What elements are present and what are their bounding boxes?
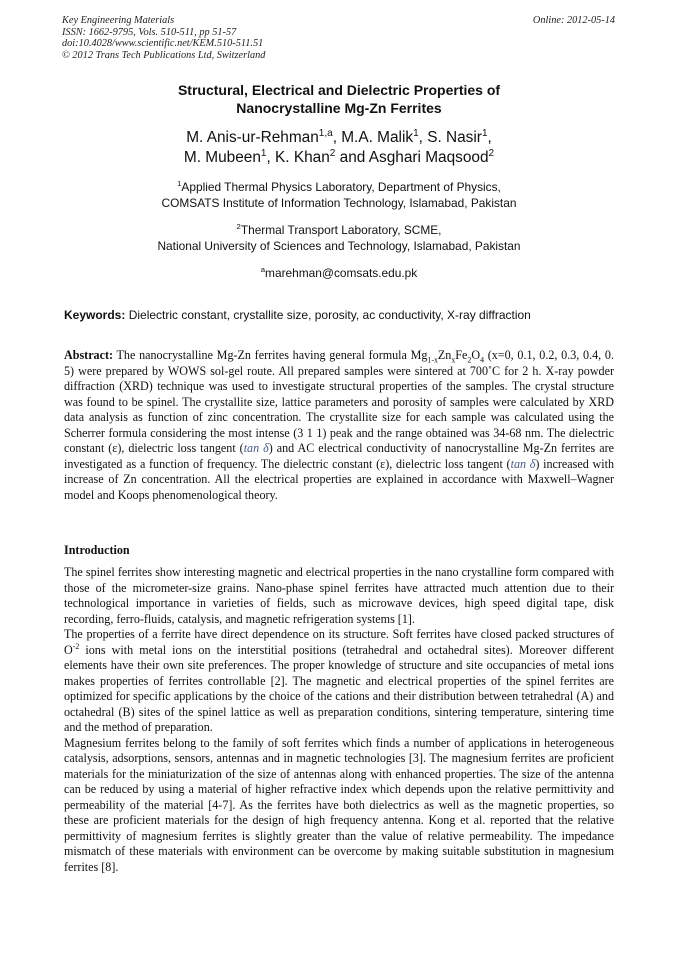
author-name: and Asghari Maqsood <box>335 148 489 166</box>
paragraph-text: The properties of a ferrite have direct dependence on its structure. Soft ferrites have closed packed structures of O <box>64 627 614 657</box>
author-affil-sup: 2 <box>329 147 336 159</box>
issn-line: ISSN: 1662-9795, Vols. 510-511, pp 51-57 <box>62 26 237 38</box>
journal-header <box>62 15 265 61</box>
section-heading-introduction: Introduction <box>64 543 130 557</box>
author-affil-sup: 1,a <box>318 127 333 139</box>
affiliation-2 <box>62 223 616 254</box>
email-address[interactable]: marehman@comsats.edu.pk <box>265 266 418 280</box>
abstract-text: ) and AC electrical conductivity of nanocrystalline Mg-Zn ferrites are investigated as a function of frequency. The dielectric constant (ε), dielectric loss tangent ( <box>64 441 614 471</box>
formula-sub: 1-x <box>427 355 438 365</box>
abstract-text: Zn <box>437 348 452 362</box>
tan-delta-symbol: tan δ <box>510 456 536 471</box>
abstract-text: The nanocrystalline Mg-Zn ferrites having general formula Mg <box>113 348 428 362</box>
affil-line: Thermal Transport Laboratory, SCME, <box>240 223 442 237</box>
author-name: , K. Khan <box>266 148 330 166</box>
affil-sup: 1 <box>177 179 182 189</box>
abstract-text: ) increased with increase of Zn concentration. All the electrical properties are explained in accordance with Maxwell–Wagner model and Koops phenomenological theory. <box>64 456 614 502</box>
abstract-text: (x=0, 0.1, 0.2, 0.3, 0.4, 0. 5) were prepared by WOWS sol-gel route. All prepared samples were sintered at 700˚C for 2 h. X-ray powder diffraction (XRD) technique was used to investigate structural properties of the samples. The crystal structure was found to be spinel. The crystallite size, lattice parameters and porosity of samples were calculated by XRD data analysis as function of zinc concentration. The crystallite size for each sample was calculated using the Scherrer formula considering the most intense (3 1 1) peak and the range obtained was 34-68 nm. The dielectric constant (ε), dielectric loss tangent ( <box>64 348 614 455</box>
author-name: , S. Nasir <box>418 129 482 146</box>
formula-sub: 2 <box>467 355 472 365</box>
abstract <box>64 348 614 503</box>
affil-line: Applied Thermal Physics Laboratory, Department of Physics, <box>181 180 501 194</box>
keywords-text: Dielectric constant, crystallite size, porosity, ac conductivity, X-ray diffraction <box>125 308 531 322</box>
paragraph-text: ions with metal ions on the interstitial positions (tetrahedral and octahedral sites). Moreover different elements have their own site preferences. The proper knowledge of structure and site occupancies of metal ions makes properties of ferrites controllable [2]. The magnetic and electrical properties of the spinel ferrites are optimized for specific applications by the choice of the cations and their distribution between tetrahedral (A) and octahedral (B) sites of the spinel lattice as well as preparation conditions, sintering temperature, sintering time and the method of preparation. <box>64 642 614 734</box>
abstract-text: O <box>471 348 481 362</box>
intro-paragraph-3: Magnesium ferrites belong to the family of soft ferrites which finds a number of applications in heterogeneous catalysis, adsorptions, sensors, antennas and in magnetic technologies [3]. The magnesium ferrites are proficient materials for the miniaturization of the size of antennas along with enhanced properties. The size of the antenna can be reduced by using a material of higher refractive index which depends upon the relative permittivity and permeability of the material [4-7]. As the ferrites have both dielectrics as well as the magnetic properties, so these are proficient materials for the design of high frequency antenna. Kong et al. reported that the relative permittivity of magnesium ferrites is slightly greater than the value of relative permeability. The impedance mismatch of these materials with environment can be overcome by making suitable substitution in magnesium ferrites [8]. <box>64 735 614 874</box>
author-affil-sup: 2 <box>488 147 495 159</box>
author-line-2 <box>62 148 616 168</box>
title-line-1: Structural, Electrical and Dielectric Properties of <box>177 82 501 98</box>
charge-sup: -2 <box>72 641 80 651</box>
author-sep: , <box>487 129 492 146</box>
copyright-line: © 2012 Trans Tech Publications Ltd, Switzerland <box>62 49 266 61</box>
author-name: M. Mubeen <box>183 148 261 166</box>
affil-sup: 2 <box>236 222 241 232</box>
abstract-label: Abstract: <box>64 348 114 362</box>
email-sup: a <box>260 265 266 275</box>
affil-line: National University of Sciences and Technology, Islamabad, Pakistan <box>157 238 521 253</box>
author-list <box>62 128 616 167</box>
author-affil-sup: 1 <box>413 127 419 139</box>
affiliation-1 <box>62 180 616 211</box>
online-date: Online: 2012-05-14 <box>532 15 615 26</box>
author-name: M. Anis-ur-Rehman <box>186 129 319 146</box>
doi-line: doi:10.4028/www.scientific.net/KEM.510-511.51 <box>62 38 264 50</box>
affil-line: COMSATS Institute of Information Technology, Islamabad, Pakistan <box>161 195 517 210</box>
author-name: , M.A. Malik <box>332 129 414 146</box>
intro-paragraph-1: The spinel ferrites show interesting magnetic and electrical properties in the nano crystalline form compared with those of the micrometer-size grains. Nano-phase spinel ferrites have attracted much attention due to their technological importance in varieties of fields, such as microwave devices, high speed digital tape, disk recording, ferro-fluids, catalysis, and magnetic refrigeration systems [1]. <box>64 565 614 626</box>
author-affil-sup: 1 <box>260 147 267 159</box>
tan-delta-symbol: tan δ <box>243 441 269 455</box>
author-line-1 <box>62 128 616 148</box>
corresponding-email[interactable] <box>62 266 616 282</box>
author-affil-sup: 1 <box>481 127 488 139</box>
title-line-2: Nanocrystalline Mg-Zn Ferrites <box>236 100 442 116</box>
journal-name: Key Engineering Materials <box>62 15 175 26</box>
abstract-text: Fe <box>455 348 468 362</box>
paper-title <box>62 81 616 117</box>
keywords <box>64 308 616 323</box>
intro-paragraph-2 <box>64 627 614 736</box>
introduction-body <box>64 565 614 875</box>
keywords-label: Keywords: <box>64 308 126 322</box>
formula-sub: x <box>451 355 456 365</box>
formula-sub: 4 <box>480 355 484 365</box>
